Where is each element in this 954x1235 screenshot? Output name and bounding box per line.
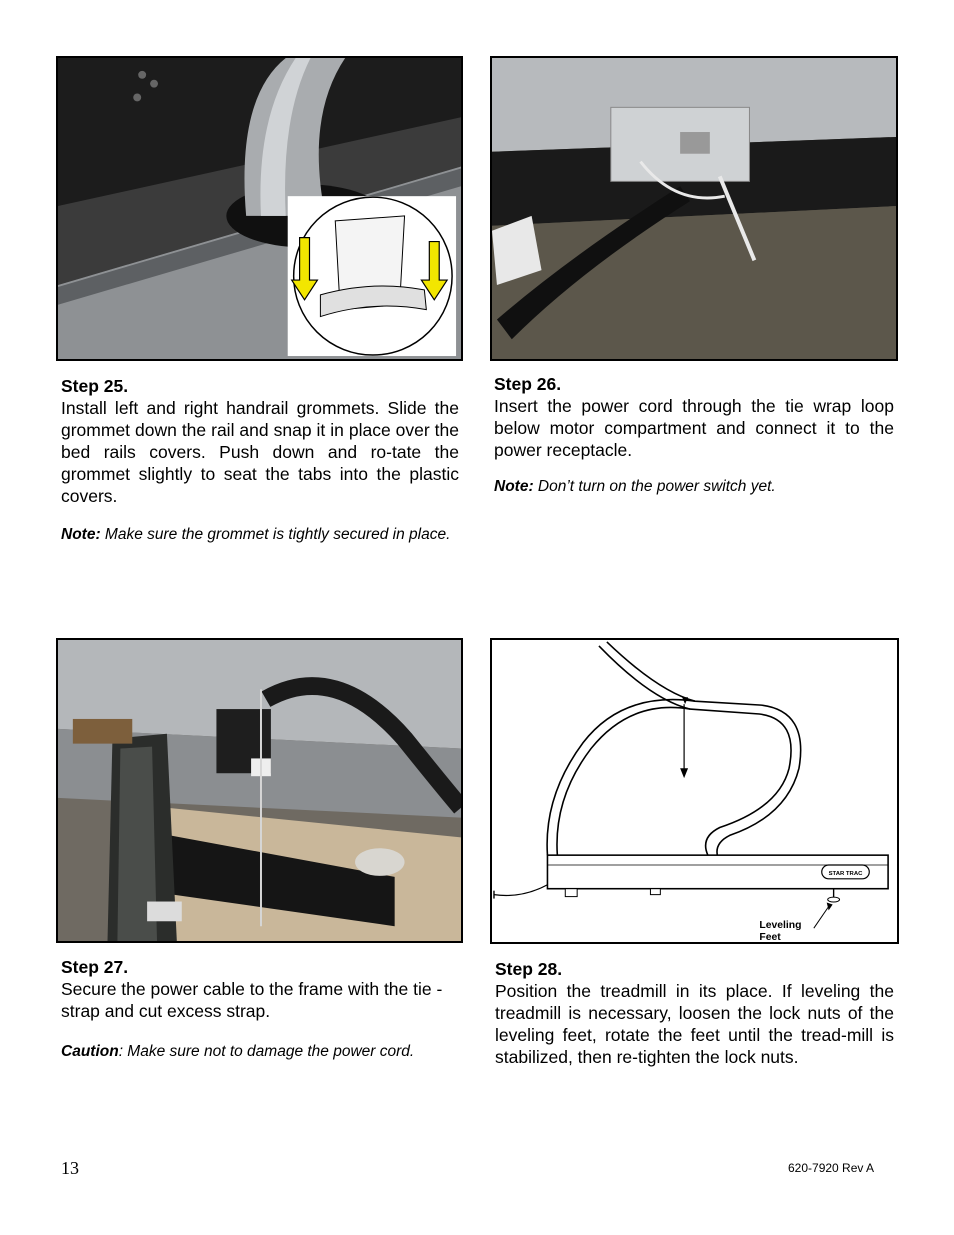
step27-note <box>61 1042 461 1062</box>
step25-text <box>61 375 459 507</box>
step26-text <box>494 373 894 461</box>
step27-note-text: : Make sure not to damage the power cord. <box>118 1043 415 1060</box>
step27-note-label: Caution <box>61 1043 119 1060</box>
step27-heading: Step 27. <box>61 957 129 977</box>
step28-body: Position the treadmill in its place. If leveling the treadmill is necessary, loosen the lock nuts of the leveling feet, rotate the feet until the tread-mill is stabilized, then re-tighten the lock nuts. <box>495 981 894 1067</box>
step25-note <box>61 525 459 545</box>
document-number: 620-7920 Rev A <box>788 1161 875 1175</box>
leveling-feet-label-line2: Feet <box>759 932 781 942</box>
step26-heading: Step 26. <box>494 374 562 394</box>
brand-plate-label: STAR TRAC <box>828 870 863 877</box>
step26-note-text: Don’t turn on the power switch yet. <box>533 478 776 495</box>
step27-photo <box>56 638 463 943</box>
step25-heading: Step 25. <box>61 376 129 396</box>
treadmill-line-drawing <box>492 640 897 942</box>
step25-photo <box>56 56 463 361</box>
step26-photo <box>490 56 898 361</box>
step26-photo-art <box>492 58 896 359</box>
leveling-feet-label-line1: Leveling <box>759 920 802 932</box>
step25-note-label: Note: <box>61 526 101 543</box>
step27-photo-art <box>58 640 461 941</box>
step27-body: Secure the power cable to the frame with the tie -strap and cut excess strap. <box>61 979 443 1021</box>
step26-note-label: Note: <box>494 478 534 495</box>
step26-body: Insert the power cord through the tie wrap loop below motor compartment and connect it to the power receptacle. <box>494 396 894 460</box>
step25-photo-art <box>58 58 461 359</box>
step28-heading: Step 28. <box>495 959 563 979</box>
page-number: 13 <box>61 1158 79 1178</box>
step28-text <box>495 958 894 1068</box>
step25-body: Install left and right handrail grommets. Slide the grommet down the rail and snap it in place over the bed rails covers. Push down and ro-tate the grommet slightly to seat the tabs into the plastic covers. <box>61 398 459 506</box>
step25-note-text: Make sure the grommet is tightly secured in place. <box>100 526 451 543</box>
step26-note <box>494 477 894 497</box>
step27-text <box>61 956 461 1022</box>
step28-diagram <box>490 638 899 944</box>
